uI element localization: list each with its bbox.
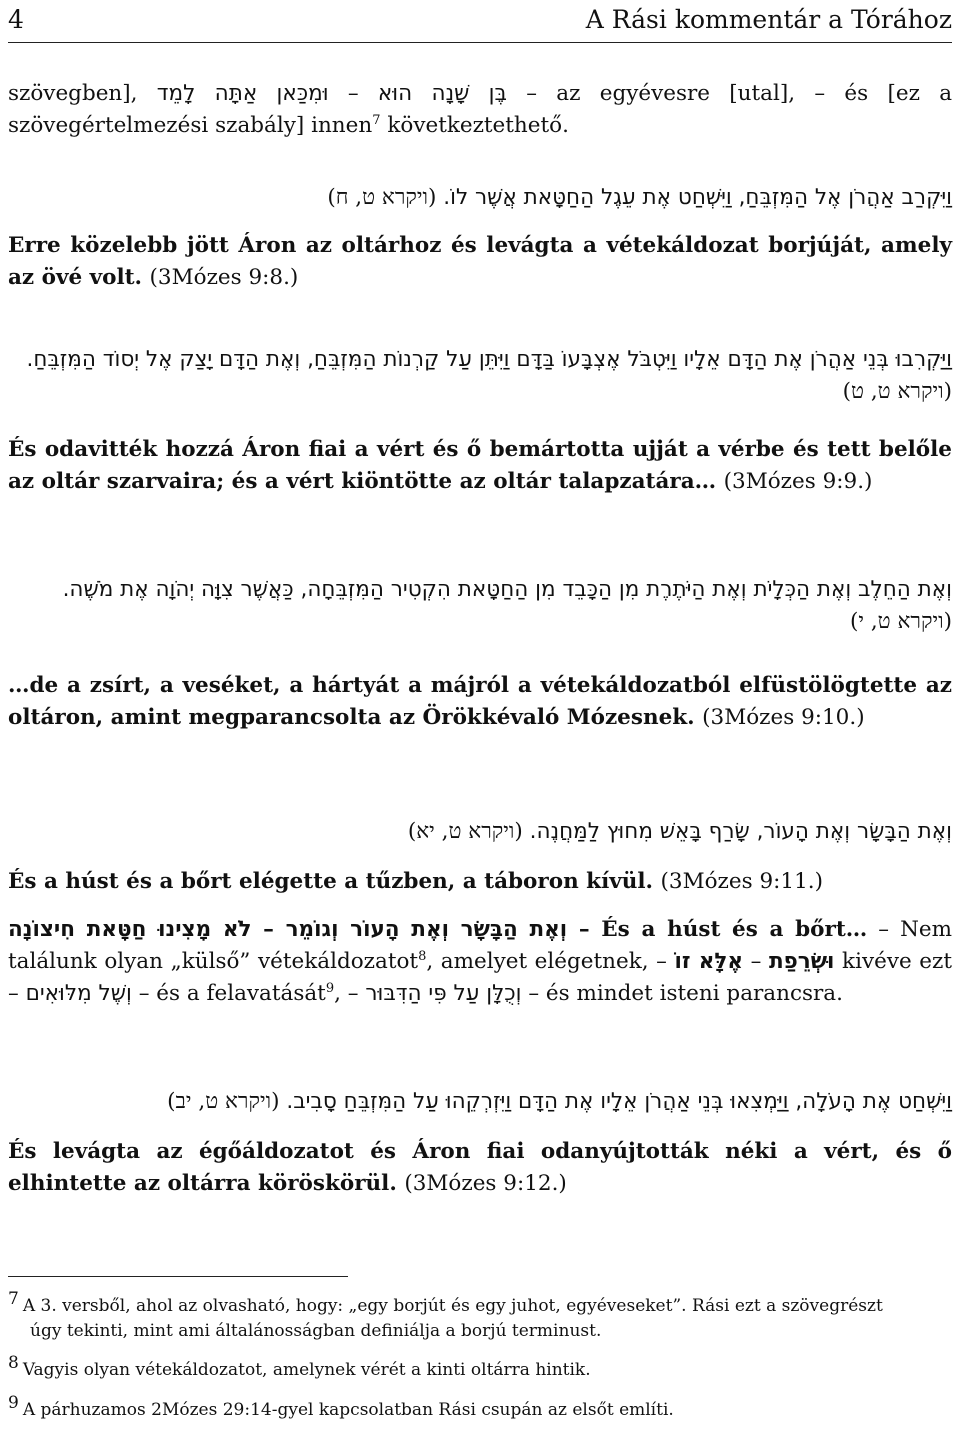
footnote-number: 8 — [8, 1353, 19, 1374]
page-number: 4 — [8, 5, 24, 34]
hebrew-phrase: בֶּן שָׁנָה הוּא — [377, 81, 507, 106]
commentary-paragraph — [8, 914, 952, 1010]
verse-reference: (3Mózes 9:9.) — [723, 469, 873, 494]
footnote-text: Vagyis olyan vétekáldozatot, amelynek vérét a kinti oltárra hintik. — [22, 1360, 591, 1380]
text-segment: – Nem találunk olyan „külső” vétekáldozatot — [8, 917, 952, 974]
text-segment: kivéve ezt – — [8, 949, 952, 1006]
translation-text: És levágta az égőáldozatot és Áron fiai odanyújtották néki a vért, és ő elhintette az oltárra köröskörül. — [8, 1139, 952, 1196]
verse-9-10-hungarian — [8, 670, 952, 734]
hebrew-verse-text: וְאֶת הַחֵלֶב וְאֶת הַכְּלָיֹת וְאֶת הַיֹּתֶרֶת מִן הַכָּבֵד מִן הַחַטָּאת הִקְטִיר הַמִּזְבֵּחָה, כַּאֲשֶׁר צִוָּה יְהֹוָה אֶת מֹשֶׁה. — [62, 577, 952, 602]
hebrew-phrase: וּשְׂרֵפַת — [768, 949, 835, 974]
verse-reference: (3Mózes 9:11.) — [660, 869, 823, 894]
verse-9-9-hungarian — [8, 434, 952, 498]
footnote-ref-8: 8 — [418, 948, 427, 964]
hebrew-verse-reference: (ויקרא ט, יב) — [167, 1089, 280, 1114]
translation-text: …de a zsírt, a veséket, a hártyát a májról a vétekáldozatból elfüstölögtette az oltáron, amint megparancsolta az Örökkévaló Mózesnek. — [8, 673, 952, 730]
page-header — [8, 2, 952, 43]
hebrew-phrase: וְשֶׁל מִלּוּאִים — [25, 981, 132, 1006]
translation-text: Erre közelebb jött Áron az oltárhoz és levágta a vétekáldozat borjúját, amely az övé volt. — [8, 233, 952, 290]
verse-9-10-hebrew — [8, 574, 952, 638]
footnote-text: A párhuzamos 2Mózes 29:14-gyel kapcsolatban Rási csupán az elsőt említi. — [22, 1400, 674, 1420]
verse-reference: (3Mózes 9:12.) — [404, 1171, 567, 1196]
text-segment: – az egyévesre [utal], – és [ez a szövegértelmezési szabály] innen — [8, 81, 953, 138]
footnote-number: 9 — [8, 1393, 19, 1414]
hebrew-verse-reference: (ויקרא ט, י) — [849, 609, 952, 634]
hebrew-verse-text: וְאֶת הַבָּשָׂר וְאֶת הָעוֹר, שָׂרַף בָּאֵשׁ מִחוּץ לַמַּחֲנֶה. — [529, 819, 952, 844]
dash: – — [251, 917, 286, 942]
hebrew-phrase: וְאֶת הַבָּשָׂר וְאֶת הָעוֹר וְגוֹמֵר — [285, 917, 568, 942]
verse-9-9-hebrew — [8, 344, 952, 408]
text-segment: , amelyet elégetnek, – — [426, 949, 675, 974]
dash: – — [328, 81, 378, 106]
verse-9-11-hungarian — [8, 866, 952, 898]
footnote-text: úgy tekinti, mint ami általánosságban definiálja a borjú terminust. — [30, 1321, 602, 1341]
intro-paragraph — [8, 78, 952, 142]
hebrew-phrase: אֶלָּא זוֹ — [674, 949, 744, 974]
text-segment: , – — [334, 981, 366, 1006]
translation-text: És odavitték hozzá Áron fiai a vért és ő bemártotta ujját a vérbe és tett belőle az oltár szarvaira; és a vért kiöntötte az oltár talapzatára… — [8, 437, 952, 494]
verse-9-11-hebrew — [8, 816, 952, 848]
dash: – — [743, 949, 769, 974]
footnote-number: 7 — [8, 1289, 19, 1310]
hebrew-verse-text: וַיַּקְרִבוּ בְּנֵי אַהֲרֹן אֶת הַדָּם אֵלָיו וַיִּטְבֹּל אֶצְבָּעוֹ בַּדָּם וַיִּתֵּן עַל קַרְנוֹת הַמִּזְבֵּחַ, וְאֶת הַדָּם יָצַק אֶל יְסוֹד הַמִּזְבֵּחַ. — [26, 347, 952, 372]
text-segment: – és a felavatását — [131, 981, 326, 1006]
lemma-translation: – És a húst és a bőrt… — [567, 917, 868, 942]
text-segment: – és mindet isteni parancsra. — [521, 981, 843, 1006]
hebrew-verse-reference: (ויקרא ט, יא) — [407, 819, 523, 844]
hebrew-verse-text: וַיִּשְׁחַט אֶת הָעֹלָה, וַיַּמְצִאוּ בְּנֵי אַהֲרֹן אֵלָיו אֶת הַדָּם וַיִּזְרְקֵהוּ עַל הַמִּזְבֵּחַ סָבִיב. — [286, 1089, 952, 1114]
hebrew-phrase: וּמִכַּאן אַתָּה לָמֵד — [156, 81, 329, 106]
verse-9-8-hungarian — [8, 230, 952, 294]
hebrew-phrase: לֹא מָצִינוּ חַטָּאת חִיצוֹנָה — [8, 917, 252, 942]
verse-9-8-hebrew — [8, 182, 952, 214]
footnote-text: A 3. versből, ahol az olvasható, hogy: „egy borjút és egy juhot, egyéveseket”. Rási ezt a szövegrészt — [22, 1296, 883, 1316]
running-title: A Rási kommentár a Tórához — [585, 5, 952, 34]
footnote-9 — [8, 1393, 952, 1423]
footnote-ref-7: 7 — [372, 112, 381, 128]
footnote-7 — [8, 1289, 952, 1344]
verse-reference: (3Mózes 9:8.) — [149, 265, 299, 290]
hebrew-verse-text: וַיִּקְרַב אַהֲרֹן אֶל הַמִּזְבֵּחַ, וַיִּשְׁחַט אֶת עֵגֶל הַחַטָּאת אֲשֶׁר לוֹ. — [443, 185, 952, 210]
verse-9-12-hebrew — [8, 1086, 952, 1118]
verse-9-12-hungarian — [8, 1136, 952, 1200]
hebrew-verse-reference: (ויקרא ט, ט) — [842, 379, 952, 404]
hebrew-verse-reference: (ויקרא ט, ח) — [327, 185, 437, 210]
translation-text: És a húst és a bőrt elégette a tűzben, a táboron kívül. — [8, 869, 654, 894]
footnote-divider — [8, 1276, 348, 1277]
footnote-8 — [8, 1353, 952, 1383]
text-segment: következtethető. — [380, 113, 569, 138]
footnote-ref-9: 9 — [325, 980, 335, 996]
hebrew-phrase: וְכֻלָּן עַל פִּי הַדִּבּוּר — [365, 981, 522, 1006]
verse-reference: (3Mózes 9:10.) — [702, 705, 865, 730]
text-segment: szövegben], — [8, 81, 157, 106]
